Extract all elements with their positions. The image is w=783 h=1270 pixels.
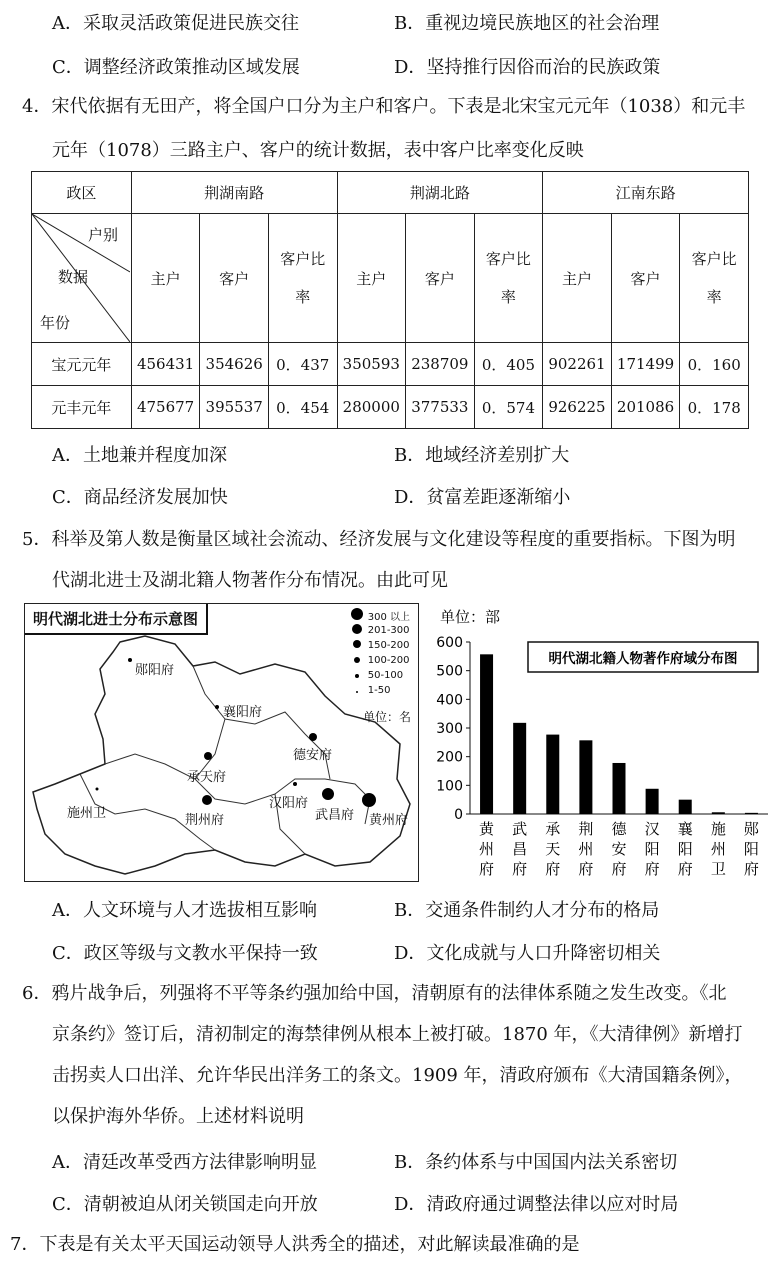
table-cell: 0．437: [268, 343, 337, 386]
col-header-ratio: 客户比 率: [474, 214, 543, 343]
y-tick-label: 0: [454, 807, 463, 823]
dot-shizhouwei: [96, 788, 99, 791]
col-header-kehu: 客户: [406, 214, 475, 343]
bar-1: [513, 723, 526, 814]
legend-item: 50-100: [350, 668, 410, 683]
bar-5: [646, 789, 659, 814]
table-diagonal-header: [32, 214, 132, 343]
bar-3: [579, 740, 592, 814]
x-tick-label-8: 郧阳府: [743, 820, 759, 878]
hubei-jinshi-map: [24, 603, 419, 882]
q5-option-d: D．文化成就与人口升降密切相关: [394, 943, 661, 964]
col-header-zhuhu: 主户: [337, 214, 406, 343]
y-tick-label: 500: [436, 663, 463, 680]
map-title: 明代湖北进士分布示意图: [25, 604, 208, 635]
table-cell: 456431: [131, 343, 200, 386]
q4-data-table: [31, 171, 749, 429]
diag-label-shuju: 数据: [58, 268, 89, 286]
x-tick-label-6: 襄阳府: [677, 820, 693, 878]
bar-6: [679, 800, 692, 814]
table-cell: 902261: [543, 343, 612, 386]
map-label-jingzhou: 荆州府: [185, 813, 225, 828]
legend-item: 1-50: [350, 683, 410, 698]
q6-stem-line4: 以保护海外华侨。上述材料说明: [52, 1106, 304, 1127]
table-cell: 377533: [406, 386, 475, 429]
bar-2: [546, 735, 559, 814]
col-header-kehu: 客户: [200, 214, 269, 343]
map-unit: 单位：名: [363, 710, 412, 724]
q6-stem-line3: 击拐卖人口出洋、允许华民出洋务工的条文。1909 年，清政府颁布《大清国籍条例》，: [52, 1065, 743, 1086]
map-label-huangzhou: 黄州府: [369, 813, 409, 828]
x-tick-label-3: 荆州府: [578, 820, 594, 878]
table-cell: 0．160: [680, 343, 749, 386]
x-tick-label-1: 武昌府: [512, 820, 528, 878]
dot-jingzhou: [202, 795, 212, 805]
q4-option-b: B．地域经济差别扩大: [394, 445, 570, 466]
q3-option-d: D．坚持推行因俗而治的民族政策: [394, 57, 661, 78]
table-cell: 354626: [200, 343, 269, 386]
diag-label-hubie: 户别: [88, 226, 119, 244]
q6-stem-line1: 6．鸦片战争后，列强将不平等条约强加给中国，清朝原有的法律体系随之发生改变。《北: [22, 983, 727, 1004]
chart-unit-label: 单位：部: [440, 608, 501, 626]
dot-hanyang: [293, 782, 297, 786]
x-tick-label-2: 承天府: [545, 820, 561, 878]
q6-option-d: D．清政府通过调整法律以应对时局: [394, 1194, 679, 1215]
table-row: [32, 343, 749, 386]
table-header-jiangnan-east: 江南东路: [543, 172, 749, 214]
dot-huangzhou: [362, 793, 376, 807]
q3-option-b: B．重视边境民族地区的社会治理: [394, 13, 660, 34]
legend-item: 150-200: [350, 638, 410, 653]
q5-option-a: A．人文环境与人才选拔相互影响: [52, 900, 317, 921]
legend-item: 300 以上: [350, 608, 410, 623]
x-tick-label-0: 黄州府: [479, 820, 495, 878]
table-cell: 0．405: [474, 343, 543, 386]
bar-7: [712, 812, 725, 814]
dot-yunyang: [128, 658, 132, 662]
bar-4: [613, 763, 626, 814]
table-cell: 926225: [543, 386, 612, 429]
table-cell: 238709: [406, 343, 475, 386]
map-label-xiangyang: 襄阳府: [223, 705, 263, 720]
col-header-zhuhu: 主户: [131, 214, 200, 343]
col-header-ratio: 客户比 率: [680, 214, 749, 343]
q5-option-c: C．政区等级与文教水平保持一致: [52, 943, 318, 964]
map-label-chengtian: 承天府: [187, 770, 227, 785]
table-cell: 350593: [337, 343, 406, 386]
y-tick-label: 100: [436, 778, 463, 795]
x-tick-label-5: 汉阳府: [644, 820, 660, 878]
dot-chengtian: [204, 752, 212, 760]
table-cell: 171499: [611, 343, 680, 386]
table-cell: 280000: [337, 386, 406, 429]
map-label-yunyang: 郧阳府: [135, 663, 175, 678]
table-header-jinghu-south: 荆湖南路: [131, 172, 337, 214]
table-cell: 201086: [611, 386, 680, 429]
q5-stem-line2: 代湖北进士及湖北籍人物著作分布情况。由此可见: [52, 570, 448, 591]
q4-option-a: A．土地兼并程度加深: [52, 445, 227, 466]
x-tick-label-7: 施州卫: [710, 820, 726, 878]
col-header-zhuhu: 主户: [543, 214, 612, 343]
map-label-dean: 德安府: [293, 748, 333, 763]
map-label-hanyang: 汉阳府: [269, 796, 309, 811]
y-tick-label: 400: [436, 692, 463, 709]
row-year: 宝元元年: [32, 343, 132, 386]
row-year: 元丰元年: [32, 386, 132, 429]
x-tick-label-4: 德安府: [611, 820, 627, 878]
legend-item: 201-300: [350, 623, 410, 638]
table-cell: 0．574: [474, 386, 543, 429]
q6-option-c: C．清朝被迫从闭关锁国走向开放: [52, 1194, 318, 1215]
dot-xiangyang: [215, 705, 219, 709]
col-header-kehu: 客户: [611, 214, 680, 343]
q4-stem-line2: 元年（1078）三路主户、客户的统计数据，表中客户比率变化反映: [52, 140, 584, 161]
table-header-jinghu-north: 荆湖北路: [337, 172, 543, 214]
legend-item: 100-200: [350, 653, 410, 668]
q5-stem-line1: 5．科举及第人数是衡量区域社会流动、经济发展与文化建设等程度的重要指标。下图为明: [22, 529, 736, 550]
y-tick-label: 600: [436, 635, 463, 651]
chart-title: 明代湖北籍人物著作府域分布图: [548, 651, 738, 667]
col-header-ratio: 客户比 率: [268, 214, 337, 343]
q4-option-d: D．贫富差距逐渐缩小: [394, 487, 571, 508]
q4-stem-line1: 4．宋代依据有无田产，将全国户口分为主户和客户。下表是北宋宝元元年（1038）和元丰: [22, 96, 746, 117]
diag-label-nianfen: 年份: [40, 314, 71, 332]
dot-dean: [309, 733, 317, 741]
table-cell: 0．454: [268, 386, 337, 429]
y-tick-label: 200: [436, 749, 463, 766]
q5-option-b: B．交通条件制约人才分布的格局: [394, 900, 660, 921]
q6-stem-line2: 京条约》签订后，清初制定的海禁律例从根本上被打破。1870 年，《大清律例》新增打: [52, 1024, 743, 1045]
q3-option-c: C．调整经济政策推动区域发展: [52, 57, 300, 78]
map-label-shizhouwei: 施州卫: [67, 806, 107, 821]
dot-wuchang: [322, 788, 334, 800]
q3-option-a: A．采取灵活政策促进民族交往: [52, 13, 299, 34]
y-tick-label: 300: [436, 721, 463, 737]
q6-option-a: A．清廷改革受西方法律影响明显: [52, 1152, 317, 1173]
table-header-region: 政区: [32, 172, 132, 214]
bar-0: [480, 654, 493, 814]
works-bar-chart: [430, 600, 775, 890]
map-dots: [25, 604, 418, 881]
bar-chart-svg: [430, 600, 775, 890]
q6-option-b: B．条约体系与中国国内法关系密切: [394, 1152, 678, 1173]
table-row: [32, 386, 749, 429]
map-label-wuchang: 武昌府: [315, 808, 355, 823]
q7-stem: 7．下表是有关太平天国运动领导人洪秀全的描述，对此解读最准确的是: [10, 1234, 580, 1255]
table-cell: 395537: [200, 386, 269, 429]
table-cell: 0．178: [680, 386, 749, 429]
bar-8: [745, 813, 758, 814]
table-cell: 475677: [131, 386, 200, 429]
q4-option-c: C．商品经济发展加快: [52, 487, 228, 508]
